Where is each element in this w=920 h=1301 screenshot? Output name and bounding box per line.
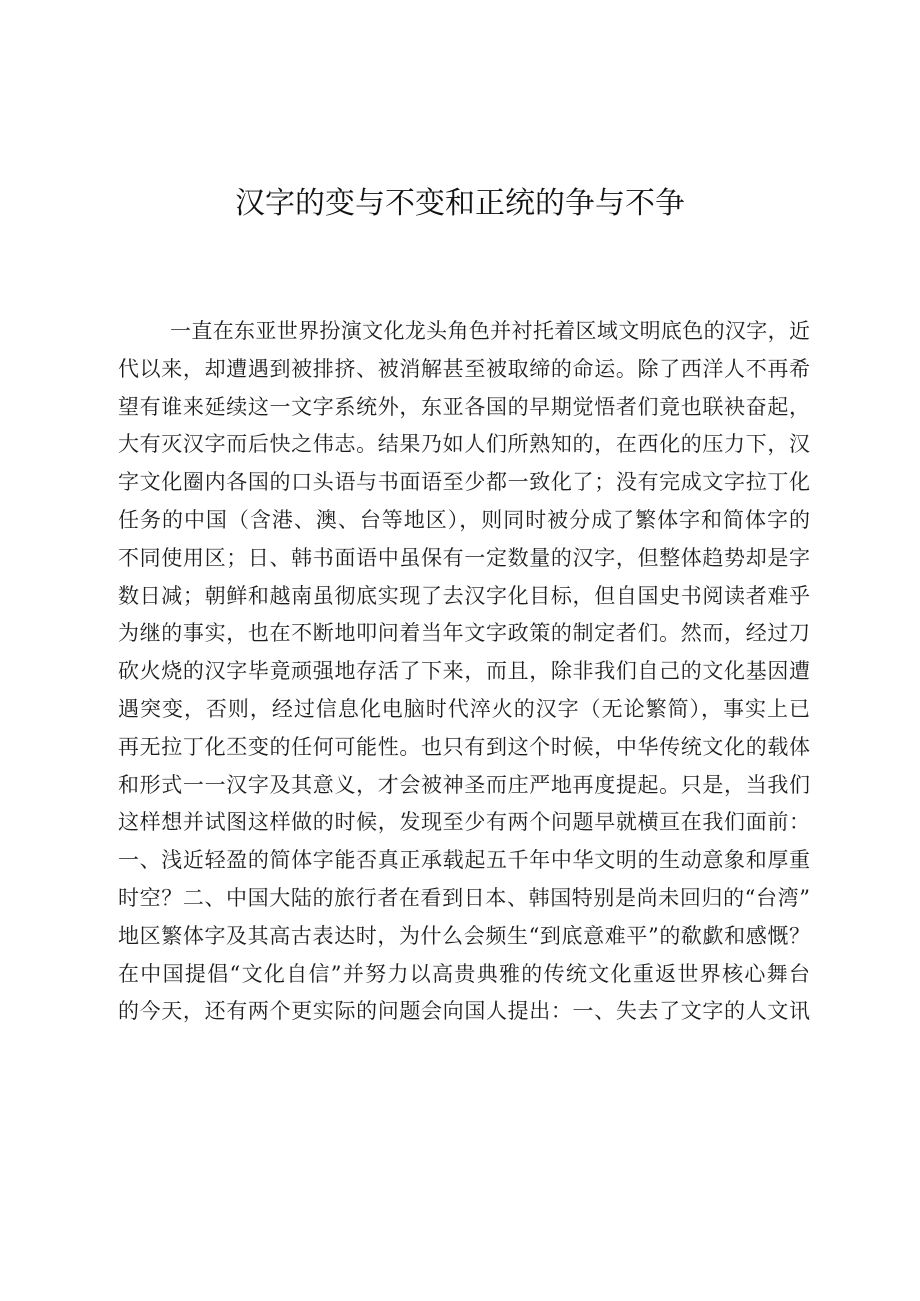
paragraph-line: 不同使用区；日、韩书面语中虽保有一定数量的汉字，但整体趋势却是字 xyxy=(118,545,810,570)
paragraph-line: 的今天，还有两个更实际的问题会向国人提出：一、失去了文字的人文讯 xyxy=(118,999,810,1024)
paragraph-line: 遇突变，否则，经过信息化电脑时代淬火的汉字（无论繁简），事实上已 xyxy=(118,696,810,721)
paragraph-line: 大有灭汉字而后快之伟志。结果乃如人们所熟知的，在西化的压力下，汉 xyxy=(118,432,810,457)
document-title: 汉字的变与不变和正统的争与不争 xyxy=(235,186,685,221)
paragraph-line: 砍火烧的汉字毕竟顽强地存活了下来，而且，除非我们自己的文化基因遭 xyxy=(118,659,810,684)
paragraph-line: 地区繁体字及其高古表达时，为什么会频生“到底意难平”的欷歔和感慨？ xyxy=(118,923,810,948)
paragraph-line: 望有谁来延续这一文字系统外，东亚各国的早期觉悟者们竟也联袂奋起， xyxy=(118,394,810,419)
paragraph-line: 数日减；朝鲜和越南虽彻底实现了去汉字化目标，但自国史书阅读者难乎 xyxy=(118,583,810,608)
paragraph-line: 和形式一一汉字及其意义，才会被神圣而庄严地再度提起。只是，当我们 xyxy=(118,772,810,797)
paragraph-line: 字文化圈内各国的口头语与书面语至少都一致化了；没有完成文字拉丁化 xyxy=(118,470,810,495)
paragraph-line: 代以来，却遭遇到被排挤、被消解甚至被取缔的命运。除了西洋人不再希 xyxy=(118,356,810,381)
paragraph-line: 为继的事实，也在不断地叩问着当年文字政策的制定者们。然而，经过刀 xyxy=(118,621,810,646)
paragraph-line: 任务的中国（含港、澳、台等地区），则同时被分成了繁体字和简体字的 xyxy=(118,507,810,532)
paragraph-line: 一、浅近轻盈的简体字能否真正承载起五千年中华文明的生动意象和厚重 xyxy=(118,848,810,873)
paragraph-line: 在中国提倡“文化自信”并努力以高贵典雅的传统文化重返世界核心舞台 xyxy=(118,961,810,986)
paragraph-line: 时空？二、中国大陆的旅行者在看到日本、韩国特别是尚未回归的“台湾” xyxy=(118,885,810,910)
paragraph-line: 这样想并试图这样做的时候，发现至少有两个问题早就横亘在我们面前： xyxy=(118,810,810,835)
paragraph-line: 一直在东亚世界扮演文化龙头角色并衬托着区域文明底色的汉字，近 xyxy=(170,319,810,343)
paragraph-line: 再无拉丁化丕变的任何可能性。也只有到这个时候，中华传统文化的载体 xyxy=(118,734,810,759)
body-paragraph xyxy=(118,313,810,1031)
